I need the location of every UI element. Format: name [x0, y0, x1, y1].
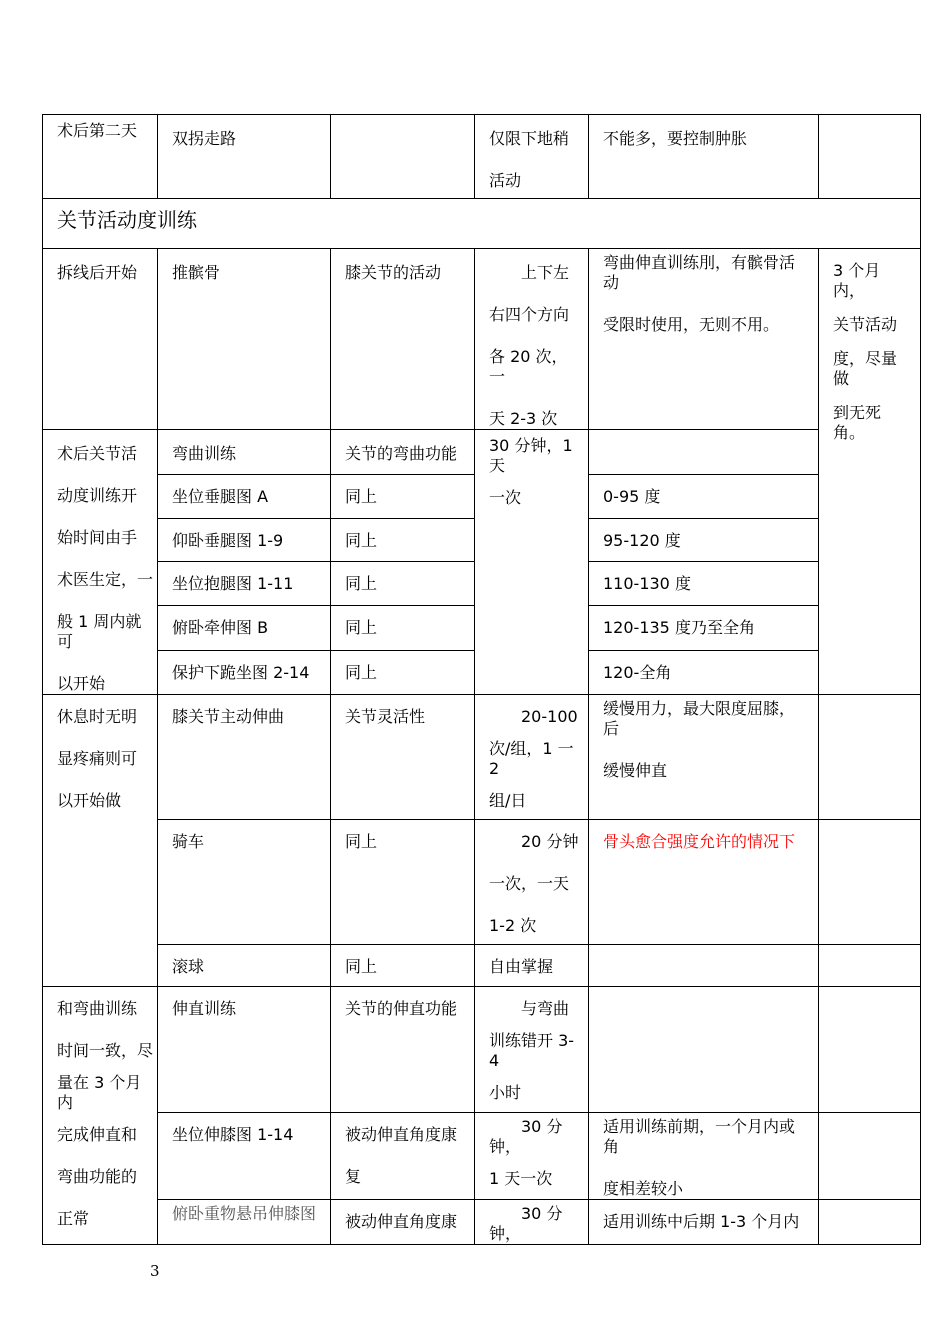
cell-text: 滚球	[172, 957, 205, 976]
cell-text: 0-95 度	[603, 486, 661, 506]
cell-note	[589, 249, 819, 430]
cell-text: 度，尽量做	[833, 349, 898, 388]
cell-text: 110-130 度	[603, 574, 691, 594]
cell-text: 俯卧重物悬吊伸膝图	[172, 1204, 317, 1223]
cell-note	[589, 820, 819, 945]
cell-text: 到无死角。	[833, 403, 882, 442]
cell-time	[43, 695, 158, 987]
cell-method	[158, 430, 331, 475]
cell-frequency	[475, 695, 589, 820]
cell-text: 和弯曲训练	[57, 999, 138, 1018]
cell-goal	[819, 1113, 921, 1200]
cell-text: 同上	[345, 486, 378, 506]
cell-purpose	[331, 1200, 475, 1245]
cell-text: 完成伸直和	[57, 1125, 138, 1144]
cell-text: 同上	[345, 574, 378, 594]
cell-text: 弯曲训练	[172, 444, 237, 463]
cell-text: 95-120 度	[603, 530, 681, 550]
cell-purpose	[331, 430, 475, 475]
cell-time	[43, 430, 158, 695]
cell-text: 弯曲功能的	[57, 1167, 138, 1186]
cell-text: 术后关节活	[57, 444, 138, 463]
cell-text: 次/组，1 一 2	[489, 739, 574, 778]
cell-text: 30 分	[521, 1117, 563, 1136]
cell-method	[158, 474, 331, 518]
cell-text: 同上	[345, 530, 378, 550]
table-row	[43, 115, 921, 199]
table-row	[43, 430, 921, 475]
cell-frequency	[475, 1113, 589, 1200]
cell-note	[589, 695, 819, 820]
cell-text: 以开始做	[57, 791, 122, 810]
cell-purpose	[331, 987, 475, 1113]
cell-text: 活动	[489, 171, 522, 190]
cell-text: 同上	[345, 957, 378, 976]
cell-method	[158, 518, 331, 562]
cell-text: 以开始	[57, 674, 106, 693]
cell-text: 仰卧垂腿图 1-9	[172, 530, 284, 550]
cell-text: 自由掌握	[489, 957, 554, 976]
cell-text: 组/日	[489, 791, 527, 810]
cell-text: 弯曲伸直训练刖，有髌骨活动	[603, 253, 796, 292]
rehab-table	[42, 114, 921, 1245]
cell-note	[589, 562, 819, 606]
table-row	[43, 820, 921, 945]
cell-text: 关节活动	[833, 315, 898, 334]
cell-method	[158, 562, 331, 606]
cell-text: 动度训练开	[57, 486, 138, 505]
cell-text: 术医生定，一	[57, 570, 154, 589]
cell-text: 正常	[57, 1209, 90, 1228]
section-heading: 关节活动度训练	[43, 199, 921, 249]
cell-text: 1-2 次	[489, 916, 537, 935]
cell-note	[589, 987, 819, 1113]
cell-note	[589, 651, 819, 695]
cell-text: 关节灵活性	[345, 707, 426, 726]
cell-goal	[819, 115, 921, 199]
cell-goal	[819, 945, 921, 987]
cell-method	[158, 695, 331, 820]
cell-text: 俯卧牵伸图 B	[172, 618, 269, 638]
cell-text: 30 分	[521, 1204, 563, 1223]
cell-text: 显疼痛则可	[57, 749, 138, 768]
cell-text: 休息时无明	[57, 707, 138, 726]
cell-text: 30 分钟，1 天	[489, 436, 573, 475]
cell-text: 双拐走路	[172, 129, 237, 148]
cell-text: 受限时使用，无则不用。	[603, 315, 780, 334]
cell-frequency	[475, 1200, 589, 1245]
cell-note	[589, 474, 819, 518]
page-number: 3	[150, 1262, 160, 1280]
cell-text: 坐位垂腿图 A	[172, 486, 269, 506]
cell-text: 1 天一次	[489, 1169, 553, 1188]
cell-purpose	[331, 695, 475, 820]
cell-text: 上下左	[521, 263, 570, 282]
cell-frequency	[475, 820, 589, 945]
cell-method	[158, 945, 331, 987]
cell-method	[158, 115, 331, 199]
cell-purpose	[331, 945, 475, 987]
cell-note	[589, 430, 819, 475]
cell-text: 同上	[345, 618, 378, 638]
cell-note	[589, 1200, 819, 1245]
cell-text: 关节的弯曲功能	[345, 444, 458, 463]
cell-method	[158, 820, 331, 945]
table-row	[43, 249, 921, 430]
cell-text: 一次，一天	[489, 874, 570, 893]
cell-text: 时间一致，尽	[57, 1041, 154, 1060]
cell-text: 3 个月内，	[833, 261, 881, 300]
cell-text: 伸直训练	[172, 999, 237, 1018]
cell-goal	[819, 987, 921, 1113]
cell-goal	[819, 820, 921, 945]
cell-text: 骑车	[172, 832, 205, 851]
cell-text: 钟，	[489, 1137, 522, 1156]
cell-note	[589, 606, 819, 651]
cell-frequency	[475, 945, 589, 987]
cell-purpose	[331, 249, 475, 430]
cell-text: 缓慢用力，最大限度屈膝，后	[603, 699, 796, 738]
cell-text: 坐位抱腿图 1-11	[172, 574, 294, 594]
cell-note	[589, 518, 819, 562]
cell-text: 同上	[345, 663, 378, 683]
cell-text: 同上	[345, 832, 378, 851]
cell-text: 始时间由手	[57, 528, 138, 547]
cell-text: 被动伸直角度康	[345, 1125, 458, 1144]
cell-method	[158, 1200, 331, 1245]
cell-note	[589, 1113, 819, 1200]
cell-note	[589, 945, 819, 987]
cell-text: 适用训练前期，一个月内或角	[603, 1117, 796, 1156]
table-row	[43, 695, 921, 820]
section-row	[43, 199, 921, 249]
cell-purpose	[331, 820, 475, 945]
cell-text: 膝关节的活动	[345, 263, 442, 282]
cell-time	[43, 987, 158, 1245]
cell-method	[158, 987, 331, 1113]
cell-frequency	[475, 249, 589, 430]
cell-text: 120-135 度乃至全角	[603, 618, 755, 638]
cell-purpose	[331, 474, 475, 518]
cell-text: 120-全角	[603, 663, 672, 683]
cell-method	[158, 1113, 331, 1200]
table-row	[43, 945, 921, 987]
cell-time	[43, 249, 158, 430]
cell-text: 被动伸直角度康	[345, 1212, 458, 1231]
cell-text: 一次	[489, 488, 522, 507]
cell-text: 右四个方向	[489, 305, 570, 324]
cell-text: 仅限下地稍	[489, 129, 570, 148]
cell-text: 缓慢伸直	[603, 761, 668, 780]
cell-goal	[819, 1200, 921, 1245]
cell-goal	[819, 249, 921, 695]
cell-method	[158, 606, 331, 651]
cell-frequency	[475, 987, 589, 1113]
cell-goal	[819, 695, 921, 820]
cell-text: 关节的伸直功能	[345, 999, 458, 1018]
table-row	[43, 1200, 921, 1245]
cell-frequency	[475, 430, 589, 695]
cell-text: 小时	[489, 1083, 522, 1102]
cell-text: 量在 3 个月内	[57, 1073, 142, 1112]
cell-text: 术后第二天	[57, 121, 138, 140]
cell-text: 坐位伸膝图 1-14	[172, 1125, 294, 1144]
cell-purpose	[331, 518, 475, 562]
cell-text: 推髌骨	[172, 263, 221, 282]
cell-purpose	[331, 606, 475, 651]
cell-purpose	[331, 651, 475, 695]
cell-text: 拆线后开始	[57, 263, 138, 282]
cell-text: 度相差较小	[603, 1179, 684, 1198]
cell-text: 钟，	[489, 1224, 522, 1243]
cell-note	[589, 115, 819, 199]
cell-text: 天 2-3 次	[489, 409, 558, 428]
cell-method	[158, 651, 331, 695]
cell-text: 训练错开 3-4	[489, 1031, 575, 1070]
cell-purpose	[331, 562, 475, 606]
cell-text: 与弯曲	[521, 999, 570, 1018]
cell-text: 各 20 次，一	[489, 347, 568, 386]
cell-purpose	[331, 115, 475, 199]
cell-text: 骨头愈合强度允许的情况下	[603, 832, 796, 851]
cell-method	[158, 249, 331, 430]
cell-purpose	[331, 1113, 475, 1200]
cell-text: 保护下跪坐图 2-14	[172, 663, 310, 683]
table-row	[43, 1113, 921, 1200]
cell-text: 复	[345, 1167, 362, 1186]
cell-text: 不能多，要控制肿胀	[603, 129, 748, 148]
cell-frequency	[475, 115, 589, 199]
cell-time	[43, 115, 158, 199]
table-row	[43, 987, 921, 1113]
cell-text: 膝关节主动伸曲	[172, 707, 285, 726]
cell-text: 适用训练中后期 1-3 个月内	[603, 1212, 800, 1231]
cell-text: 20-100	[521, 707, 578, 726]
cell-text: 20 分钟	[521, 832, 579, 851]
cell-text: 般 1 周内就可	[57, 612, 142, 651]
